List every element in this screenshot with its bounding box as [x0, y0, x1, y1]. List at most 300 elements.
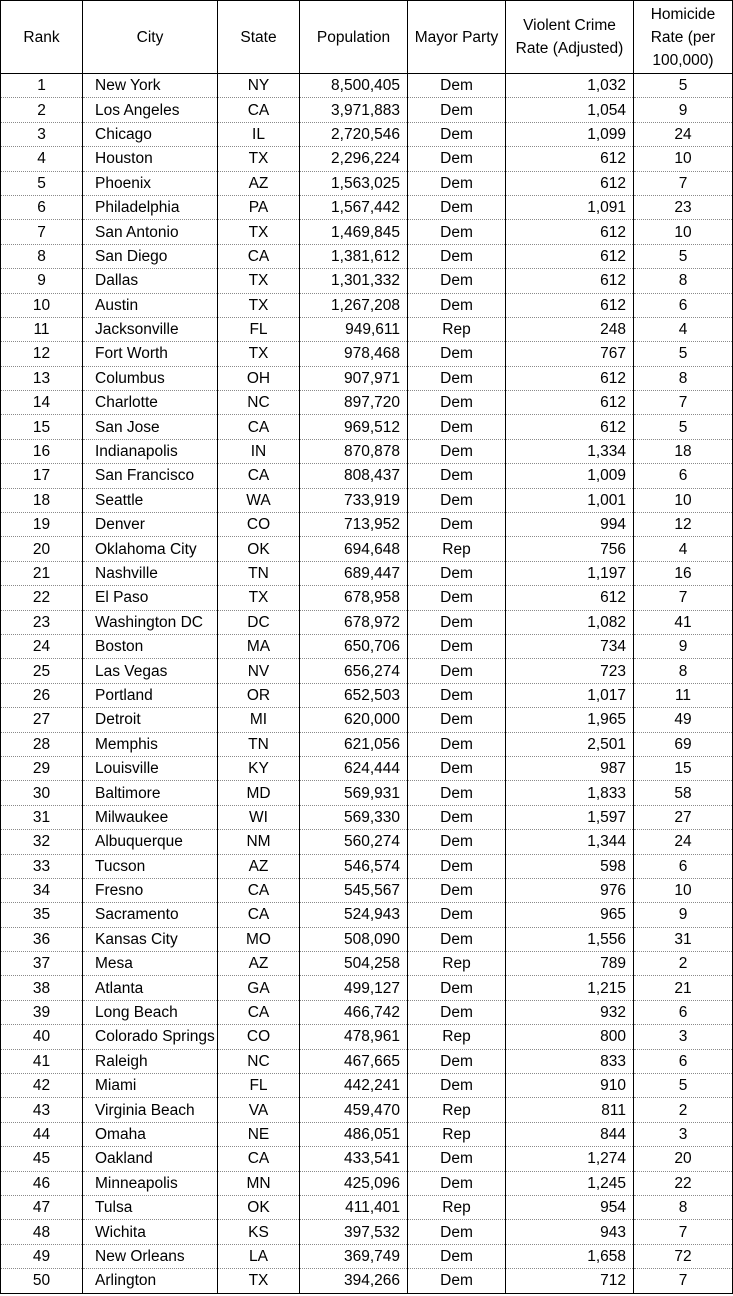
- cell-population: 8,500,405: [300, 74, 408, 98]
- cell-state: TN: [218, 732, 300, 756]
- cell-city: Fort Worth: [83, 342, 218, 366]
- table-row: [1, 634, 733, 658]
- table-row: [1, 952, 733, 976]
- cell-homicide-rate: 15: [634, 756, 733, 780]
- cell-state: TX: [218, 269, 300, 293]
- cell-city: Miami: [83, 1074, 218, 1098]
- cell-rank: 34: [1, 878, 83, 902]
- cell-population: 560,274: [300, 830, 408, 854]
- cell-rank: 14: [1, 391, 83, 415]
- table-row: [1, 732, 733, 756]
- cell-mayor-party: Dem: [408, 513, 506, 537]
- cell-state: NV: [218, 659, 300, 683]
- cell-rank: 44: [1, 1122, 83, 1146]
- header-city: City: [83, 1, 218, 74]
- table-row: [1, 415, 733, 439]
- cell-state: TX: [218, 586, 300, 610]
- header-population: Population: [300, 1, 408, 74]
- cell-violent-crime-rate: 723: [506, 659, 634, 683]
- cell-homicide-rate: 23: [634, 195, 733, 219]
- cell-homicide-rate: 9: [634, 903, 733, 927]
- cell-violent-crime-rate: 1,032: [506, 74, 634, 98]
- cell-state: TX: [218, 220, 300, 244]
- cell-mayor-party: Dem: [408, 1220, 506, 1244]
- cell-population: 394,266: [300, 1269, 408, 1293]
- cell-rank: 31: [1, 805, 83, 829]
- cell-population: 569,330: [300, 805, 408, 829]
- cell-population: 504,258: [300, 952, 408, 976]
- table-row: [1, 756, 733, 780]
- cell-mayor-party: Rep: [408, 537, 506, 561]
- cell-city: Charlotte: [83, 391, 218, 415]
- cell-state: NY: [218, 74, 300, 98]
- cell-state: AZ: [218, 171, 300, 195]
- cell-population: 1,567,442: [300, 195, 408, 219]
- cell-city: Houston: [83, 147, 218, 171]
- table-row: [1, 74, 733, 98]
- cell-mayor-party: Dem: [408, 903, 506, 927]
- cell-city: Jacksonville: [83, 317, 218, 341]
- cell-rank: 29: [1, 756, 83, 780]
- table-row: [1, 488, 733, 512]
- cell-violent-crime-rate: 844: [506, 1122, 634, 1146]
- table-row: [1, 537, 733, 561]
- cell-state: NM: [218, 830, 300, 854]
- cell-city: Milwaukee: [83, 805, 218, 829]
- cell-mayor-party: Dem: [408, 391, 506, 415]
- cell-city: Raleigh: [83, 1049, 218, 1073]
- table-row: [1, 122, 733, 146]
- cell-city: San Antonio: [83, 220, 218, 244]
- cell-rank: 27: [1, 708, 83, 732]
- cell-violent-crime-rate: 612: [506, 220, 634, 244]
- cell-population: 689,447: [300, 561, 408, 585]
- cell-mayor-party: Dem: [408, 171, 506, 195]
- cell-violent-crime-rate: 789: [506, 952, 634, 976]
- cell-homicide-rate: 10: [634, 878, 733, 902]
- cell-state: TX: [218, 293, 300, 317]
- cell-homicide-rate: 8: [634, 366, 733, 390]
- cell-mayor-party: Dem: [408, 1000, 506, 1024]
- cell-homicide-rate: 5: [634, 244, 733, 268]
- cell-rank: 37: [1, 952, 83, 976]
- cell-violent-crime-rate: 1,556: [506, 927, 634, 951]
- cell-homicide-rate: 3: [634, 1025, 733, 1049]
- table-row: [1, 1195, 733, 1219]
- cell-state: FL: [218, 1074, 300, 1098]
- cell-violent-crime-rate: 612: [506, 269, 634, 293]
- cell-rank: 1: [1, 74, 83, 98]
- cell-city: Boston: [83, 634, 218, 658]
- cell-city: Fresno: [83, 878, 218, 902]
- cell-homicide-rate: 21: [634, 976, 733, 1000]
- cell-population: 2,720,546: [300, 122, 408, 146]
- cell-rank: 38: [1, 976, 83, 1000]
- cell-rank: 12: [1, 342, 83, 366]
- cell-violent-crime-rate: 756: [506, 537, 634, 561]
- cell-rank: 42: [1, 1074, 83, 1098]
- cell-violent-crime-rate: 1,215: [506, 976, 634, 1000]
- cell-mayor-party: Rep: [408, 1098, 506, 1122]
- cell-city: Oakland: [83, 1147, 218, 1171]
- cell-violent-crime-rate: 598: [506, 854, 634, 878]
- cell-population: 652,503: [300, 683, 408, 707]
- cell-rank: 24: [1, 634, 83, 658]
- cell-mayor-party: Dem: [408, 756, 506, 780]
- cell-city: Chicago: [83, 122, 218, 146]
- cell-mayor-party: Dem: [408, 1049, 506, 1073]
- cell-violent-crime-rate: 612: [506, 415, 634, 439]
- cell-city: Albuquerque: [83, 830, 218, 854]
- table-row: [1, 805, 733, 829]
- cell-rank: 22: [1, 586, 83, 610]
- cell-homicide-rate: 20: [634, 1147, 733, 1171]
- cell-homicide-rate: 8: [634, 1195, 733, 1219]
- cell-city: San Francisco: [83, 464, 218, 488]
- cell-population: 459,470: [300, 1098, 408, 1122]
- cell-population: 621,056: [300, 732, 408, 756]
- cell-population: 466,742: [300, 1000, 408, 1024]
- cell-rank: 11: [1, 317, 83, 341]
- cell-violent-crime-rate: 943: [506, 1220, 634, 1244]
- table-row: [1, 171, 733, 195]
- cell-population: 433,541: [300, 1147, 408, 1171]
- cell-city: Columbus: [83, 366, 218, 390]
- cell-population: 508,090: [300, 927, 408, 951]
- cell-city: Louisville: [83, 756, 218, 780]
- cell-state: CA: [218, 903, 300, 927]
- cell-violent-crime-rate: 612: [506, 244, 634, 268]
- cell-population: 620,000: [300, 708, 408, 732]
- cell-city: Phoenix: [83, 171, 218, 195]
- cell-violent-crime-rate: 612: [506, 586, 634, 610]
- table-row: [1, 366, 733, 390]
- table-row: [1, 513, 733, 537]
- cell-population: 467,665: [300, 1049, 408, 1073]
- cell-mayor-party: Dem: [408, 98, 506, 122]
- cell-mayor-party: Dem: [408, 878, 506, 902]
- cell-mayor-party: Dem: [408, 439, 506, 463]
- cell-rank: 2: [1, 98, 83, 122]
- cell-population: 969,512: [300, 415, 408, 439]
- cell-rank: 4: [1, 147, 83, 171]
- cell-population: 369,749: [300, 1244, 408, 1268]
- cell-population: 2,296,224: [300, 147, 408, 171]
- cell-rank: 15: [1, 415, 83, 439]
- cell-rank: 40: [1, 1025, 83, 1049]
- cell-population: 1,267,208: [300, 293, 408, 317]
- cell-rank: 5: [1, 171, 83, 195]
- cell-homicide-rate: 6: [634, 1049, 733, 1073]
- cell-city: Mesa: [83, 952, 218, 976]
- cell-population: 425,096: [300, 1171, 408, 1195]
- cell-homicide-rate: 5: [634, 415, 733, 439]
- cell-state: LA: [218, 1244, 300, 1268]
- cell-violent-crime-rate: 1,017: [506, 683, 634, 707]
- cell-city: El Paso: [83, 586, 218, 610]
- cell-city: Oklahoma City: [83, 537, 218, 561]
- cell-rank: 23: [1, 610, 83, 634]
- table-row: [1, 976, 733, 1000]
- table-header: [1, 1, 733, 74]
- cell-mayor-party: Dem: [408, 976, 506, 1000]
- cell-population: 1,563,025: [300, 171, 408, 195]
- cell-population: 870,878: [300, 439, 408, 463]
- cell-rank: 19: [1, 513, 83, 537]
- cell-state: OR: [218, 683, 300, 707]
- cell-homicide-rate: 24: [634, 122, 733, 146]
- cell-homicide-rate: 6: [634, 1000, 733, 1024]
- cell-violent-crime-rate: 1,009: [506, 464, 634, 488]
- cell-rank: 36: [1, 927, 83, 951]
- cell-homicide-rate: 7: [634, 171, 733, 195]
- cell-state: CO: [218, 513, 300, 537]
- cell-violent-crime-rate: 1,054: [506, 98, 634, 122]
- cell-mayor-party: Dem: [408, 195, 506, 219]
- cell-state: NC: [218, 391, 300, 415]
- table-row: [1, 1025, 733, 1049]
- cell-mayor-party: Dem: [408, 244, 506, 268]
- cell-violent-crime-rate: 1,658: [506, 1244, 634, 1268]
- cell-rank: 48: [1, 1220, 83, 1244]
- cell-homicide-rate: 72: [634, 1244, 733, 1268]
- cell-homicide-rate: 6: [634, 293, 733, 317]
- cell-city: Nashville: [83, 561, 218, 585]
- table-row: [1, 439, 733, 463]
- cell-rank: 41: [1, 1049, 83, 1073]
- cell-homicide-rate: 9: [634, 98, 733, 122]
- cell-state: TX: [218, 147, 300, 171]
- cell-homicide-rate: 6: [634, 854, 733, 878]
- cell-population: 897,720: [300, 391, 408, 415]
- cell-homicide-rate: 2: [634, 952, 733, 976]
- cell-violent-crime-rate: 994: [506, 513, 634, 537]
- cell-mayor-party: Dem: [408, 293, 506, 317]
- cell-population: 650,706: [300, 634, 408, 658]
- cell-violent-crime-rate: 1,334: [506, 439, 634, 463]
- table-row: [1, 659, 733, 683]
- cell-population: 397,532: [300, 1220, 408, 1244]
- cell-state: TX: [218, 1269, 300, 1293]
- cell-violent-crime-rate: 800: [506, 1025, 634, 1049]
- cell-mayor-party: Rep: [408, 1122, 506, 1146]
- cell-population: 3,971,883: [300, 98, 408, 122]
- cell-population: 656,274: [300, 659, 408, 683]
- cell-population: 569,931: [300, 781, 408, 805]
- table-row: [1, 1244, 733, 1268]
- cell-rank: 13: [1, 366, 83, 390]
- cell-rank: 3: [1, 122, 83, 146]
- cell-state: CA: [218, 415, 300, 439]
- cell-violent-crime-rate: 987: [506, 756, 634, 780]
- cell-state: CA: [218, 244, 300, 268]
- cell-mayor-party: Dem: [408, 147, 506, 171]
- header-row: [1, 1, 733, 74]
- table-row: [1, 927, 733, 951]
- cell-population: 733,919: [300, 488, 408, 512]
- cell-homicide-rate: 69: [634, 732, 733, 756]
- cell-violent-crime-rate: 833: [506, 1049, 634, 1073]
- cell-mayor-party: Rep: [408, 1025, 506, 1049]
- cell-population: 678,972: [300, 610, 408, 634]
- cell-mayor-party: Dem: [408, 586, 506, 610]
- cell-population: 713,952: [300, 513, 408, 537]
- cell-mayor-party: Dem: [408, 464, 506, 488]
- cell-city: Detroit: [83, 708, 218, 732]
- cell-state: WI: [218, 805, 300, 829]
- table-row: [1, 269, 733, 293]
- cell-homicide-rate: 2: [634, 1098, 733, 1122]
- cell-population: 978,468: [300, 342, 408, 366]
- cell-state: MO: [218, 927, 300, 951]
- cell-rank: 45: [1, 1147, 83, 1171]
- table-row: [1, 1049, 733, 1073]
- cell-rank: 10: [1, 293, 83, 317]
- cell-city: San Diego: [83, 244, 218, 268]
- table-row: [1, 854, 733, 878]
- table-row: [1, 147, 733, 171]
- cell-city: Philadelphia: [83, 195, 218, 219]
- cell-state: WA: [218, 488, 300, 512]
- cell-population: 1,301,332: [300, 269, 408, 293]
- cell-city: Portland: [83, 683, 218, 707]
- cell-mayor-party: Dem: [408, 1147, 506, 1171]
- cell-population: 499,127: [300, 976, 408, 1000]
- cell-homicide-rate: 18: [634, 439, 733, 463]
- cell-mayor-party: Dem: [408, 634, 506, 658]
- cell-rank: 20: [1, 537, 83, 561]
- cell-state: CA: [218, 1147, 300, 1171]
- cell-mayor-party: Rep: [408, 317, 506, 341]
- cell-state: OK: [218, 537, 300, 561]
- cell-rank: 7: [1, 220, 83, 244]
- cell-mayor-party: Dem: [408, 1269, 506, 1293]
- cell-city: Las Vegas: [83, 659, 218, 683]
- cell-homicide-rate: 7: [634, 1220, 733, 1244]
- cell-violent-crime-rate: 954: [506, 1195, 634, 1219]
- cell-homicide-rate: 11: [634, 683, 733, 707]
- table-row: [1, 1098, 733, 1122]
- cell-rank: 39: [1, 1000, 83, 1024]
- cell-violent-crime-rate: 1,833: [506, 781, 634, 805]
- header-homicide-rate: Homicide Rate (per 100,000): [634, 1, 733, 74]
- table-row: [1, 1122, 733, 1146]
- cell-violent-crime-rate: 612: [506, 293, 634, 317]
- table-row: [1, 781, 733, 805]
- cell-mayor-party: Dem: [408, 415, 506, 439]
- table-row: [1, 878, 733, 902]
- cell-violent-crime-rate: 767: [506, 342, 634, 366]
- cell-city: Tucson: [83, 854, 218, 878]
- cell-mayor-party: Dem: [408, 561, 506, 585]
- cell-state: KY: [218, 756, 300, 780]
- cell-population: 949,611: [300, 317, 408, 341]
- table-row: [1, 830, 733, 854]
- cell-state: PA: [218, 195, 300, 219]
- cell-mayor-party: Dem: [408, 1244, 506, 1268]
- cell-state: IL: [218, 122, 300, 146]
- cell-homicide-rate: 8: [634, 659, 733, 683]
- cell-city: Baltimore: [83, 781, 218, 805]
- cell-population: 442,241: [300, 1074, 408, 1098]
- cell-mayor-party: Dem: [408, 659, 506, 683]
- cell-state: TN: [218, 561, 300, 585]
- cell-rank: 32: [1, 830, 83, 854]
- cell-city: San Jose: [83, 415, 218, 439]
- cell-population: 624,444: [300, 756, 408, 780]
- table-row: [1, 464, 733, 488]
- cell-violent-crime-rate: 1,091: [506, 195, 634, 219]
- cell-state: MI: [218, 708, 300, 732]
- cell-homicide-rate: 22: [634, 1171, 733, 1195]
- cell-homicide-rate: 9: [634, 634, 733, 658]
- cell-state: GA: [218, 976, 300, 1000]
- cell-population: 524,943: [300, 903, 408, 927]
- cell-homicide-rate: 31: [634, 927, 733, 951]
- cell-city: Los Angeles: [83, 98, 218, 122]
- cell-city: Minneapolis: [83, 1171, 218, 1195]
- cell-mayor-party: Dem: [408, 74, 506, 98]
- cell-homicide-rate: 7: [634, 1269, 733, 1293]
- cell-homicide-rate: 58: [634, 781, 733, 805]
- cell-city: Wichita: [83, 1220, 218, 1244]
- cell-state: IN: [218, 439, 300, 463]
- cell-rank: 21: [1, 561, 83, 585]
- cell-rank: 46: [1, 1171, 83, 1195]
- cell-rank: 50: [1, 1269, 83, 1293]
- cell-violent-crime-rate: 612: [506, 171, 634, 195]
- cell-city: Arlington: [83, 1269, 218, 1293]
- cell-city: Long Beach: [83, 1000, 218, 1024]
- header-violent-crime-rate: Violent Crime Rate (Adjusted): [506, 1, 634, 74]
- table-row: [1, 244, 733, 268]
- cell-population: 907,971: [300, 366, 408, 390]
- cell-homicide-rate: 12: [634, 513, 733, 537]
- cell-mayor-party: Dem: [408, 830, 506, 854]
- cell-state: KS: [218, 1220, 300, 1244]
- cell-state: CA: [218, 1000, 300, 1024]
- cell-violent-crime-rate: 1,197: [506, 561, 634, 585]
- table-row: [1, 98, 733, 122]
- cell-mayor-party: Dem: [408, 342, 506, 366]
- header-state: State: [218, 1, 300, 74]
- cell-violent-crime-rate: 1,001: [506, 488, 634, 512]
- cell-state: MA: [218, 634, 300, 658]
- cell-mayor-party: Dem: [408, 683, 506, 707]
- cell-homicide-rate: 24: [634, 830, 733, 854]
- cell-state: CA: [218, 98, 300, 122]
- cell-city: Atlanta: [83, 976, 218, 1000]
- cell-rank: 43: [1, 1098, 83, 1122]
- cell-mayor-party: Dem: [408, 220, 506, 244]
- cell-state: AZ: [218, 854, 300, 878]
- cell-violent-crime-rate: 734: [506, 634, 634, 658]
- cell-violent-crime-rate: 1,245: [506, 1171, 634, 1195]
- cell-violent-crime-rate: 910: [506, 1074, 634, 1098]
- table-row: [1, 220, 733, 244]
- cell-city: Memphis: [83, 732, 218, 756]
- cell-population: 1,469,845: [300, 220, 408, 244]
- cell-mayor-party: Dem: [408, 854, 506, 878]
- table-row: [1, 586, 733, 610]
- cell-mayor-party: Dem: [408, 1171, 506, 1195]
- cell-violent-crime-rate: 612: [506, 391, 634, 415]
- cell-mayor-party: Rep: [408, 952, 506, 976]
- cell-city: Kansas City: [83, 927, 218, 951]
- cell-state: OH: [218, 366, 300, 390]
- table-body: [1, 74, 733, 1294]
- cell-state: TX: [218, 342, 300, 366]
